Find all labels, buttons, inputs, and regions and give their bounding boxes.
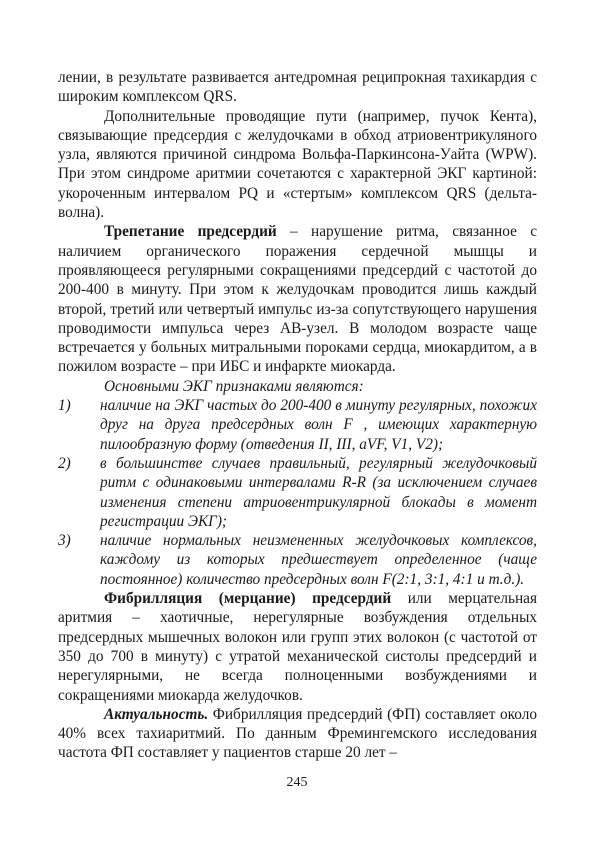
paragraph-atrial-flutter — [58, 222, 537, 376]
paragraph-atrial-fibrillation — [58, 589, 537, 705]
list-item-text: наличие нормальных неизмененных желудочковых комплексов, каждому из которых предшествует определенное (чаще постоянное) количество предсердных волн F(2:1, 3:1, 4:1 и т.д.). — [100, 532, 537, 588]
page-number: 245 — [286, 775, 308, 790]
atrial-flutter-definition: – нарушение ритма, связанное с наличием органического поражения сердечной мышцы и проявляющееся регулярными сокращениями предсердий с частотой до 200-400 в минуту. При этом к желудочкам проводится лишь каждый второй, третий или четвертый импульс из-за сопутствующего нарушения проводимости импульса через АВ-узел. В молодом возрасте чаще встречается у больных митральными пороками сердца, миокардитом, а в пожилом возрасте – при ИБС и инфаркте миокарда. — [58, 223, 537, 376]
list-item — [58, 531, 537, 589]
list-item-text: наличие на ЭКГ частых до 200-400 в минуту регулярных, похожих друг на друга предсердных волн F , имеющих характерную пилообразную форму (отведения II, III, aVF, V1, V2); — [100, 397, 537, 453]
paragraph-wpw: Дополнительные проводящие пути (например, пучок Кента), связывающие предсердия с желудочками в обход атриовентрикуляного узла, являются причиной синдрома Вольфа-Паркинсона-Уайта (WPW). При этом синдроме аритмии сочетаются с характерной ЭКГ картиной: укороченным интервалом PQ и «стертым» комплексом QRS (дельта-волна). — [58, 107, 537, 222]
list-item-text: в большинстве случаев правильный, регулярный желудочковый ритм с одинаковыми интервалами R-R (за исключением случаев изменения степени атриовентрикулярной блокады в момент регистрации ЭКГ); — [100, 454, 537, 530]
atrial-fibrillation-definition: или мерцательная аритмия – хаотичные, нерегулярные возбуждения отдельных предсердных мышечных волокон или групп этих волокон (с частотой от 350 до 700 в минуту) с утратой механической систолы предсердий и нерегулярными, не всегда полноценными возбуждениями и сокращениями миокарда желудочков. — [58, 590, 538, 704]
term-atrial-fibrillation: Фибрилляция (мерцание) предсердий — [104, 590, 392, 608]
list-item-number: 3) — [58, 532, 71, 550]
list-item — [58, 454, 537, 531]
list-item-number: 2) — [58, 454, 71, 472]
relevance-text: Фибрилляция предсердий (ФП) составляет около 40% всех тахиаритмий. По данным Фремингемского исследования частота ФП составляет у пациентов старше 20 лет – — [58, 705, 537, 762]
document-page — [58, 68, 537, 763]
list-item — [58, 396, 537, 454]
ecg-signs-heading: Основными ЭКГ признаками являются: — [104, 377, 364, 395]
paragraph-continuation: лении, в результате развивается антедромная реципрокная тахикардия с широким комплексом QRS. — [58, 69, 537, 106]
paragraph-relevance — [58, 705, 537, 763]
ecg-signs-list — [58, 396, 537, 589]
term-atrial-flutter: Трепетание предсердий — [104, 223, 277, 241]
list-item-number: 1) — [58, 397, 71, 415]
term-relevance: Актуальность. — [104, 705, 209, 723]
